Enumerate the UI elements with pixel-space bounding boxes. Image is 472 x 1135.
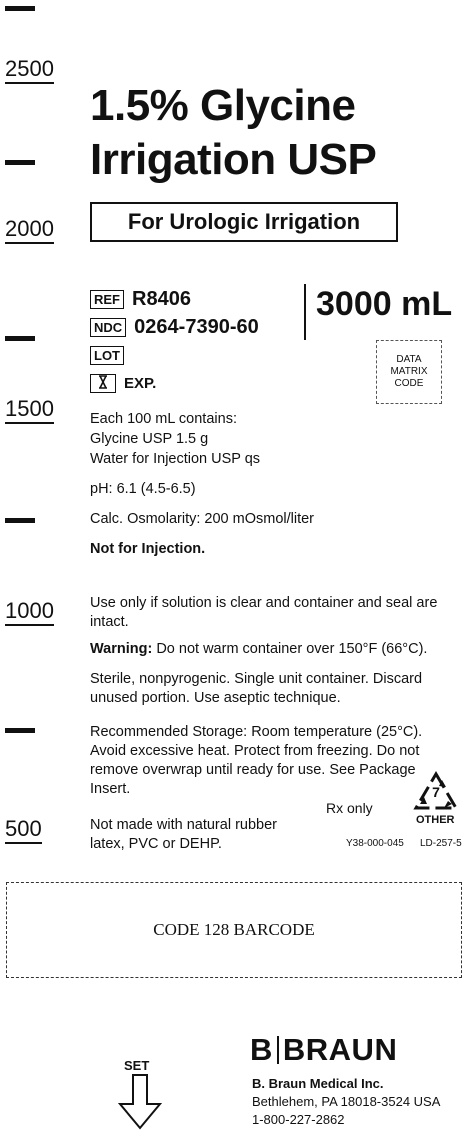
company-name: B. Braun Medical Inc. [252,1076,384,1091]
scale-label-500: 500 [5,818,42,844]
usage-text: For Urologic Irrigation [127,209,361,234]
company-phone: 1-800-227-2862 [252,1112,345,1127]
product-title-line1: 1.5% Glycine [90,81,356,130]
bbraun-logo [250,1032,397,1068]
exp-label: EXP. [124,375,157,392]
ref-value: R8406 [132,288,191,310]
scale-tick [5,728,35,733]
storage-text: Recommended Storage: Room temperature (25°C). Avoid excessive heat. Protect from freezing. Do not remove overwrap until ready for use. See Package Insert. [90,724,423,797]
brand-divider [277,1036,279,1064]
sterile-text: Sterile, nonpyrogenic. Single unit container. Discard unused portion. Use aseptic technique. [90,671,423,706]
company-address: Bethlehem, PA 18018-3524 USA [252,1094,441,1109]
scale-tick [5,6,35,11]
data-matrix-placeholder [376,340,442,404]
osmolarity: Calc. Osmolarity: 200 mOsmol/liter [90,511,314,527]
volume: 3000 mL [304,284,452,340]
warning-text [90,640,470,659]
code-ld: LD-257-5 [420,838,462,849]
usage-box [90,202,398,242]
data-matrix-text: DATA MATRIX CODE [390,354,428,389]
scale-tick [5,336,35,341]
scale-tick [5,160,35,165]
warning-body: Do not warm container over 150°F (66°C). [152,641,428,657]
not-for-injection: Not for Injection. [90,541,206,557]
scale-label-1000: 1000 [5,600,54,626]
ndc-symbol: NDC [90,318,126,337]
barcode-label: CODE 128 BARCODE [153,920,315,939]
exp-row [90,374,156,393]
composition-line1: Each 100 mL contains: [90,411,237,427]
scale-label-2500: 2500 [5,58,54,84]
ndc-row [90,316,259,339]
lot-symbol: LOT [90,346,124,365]
recycle-icon [412,770,460,816]
set-label: SET [124,1058,150,1073]
rx-only: Rx only [326,800,373,816]
scale-label-1500: 1500 [5,398,54,424]
warning-label: Warning: [90,641,153,657]
down-arrow-icon [118,1074,162,1130]
scale-label-2000: 2000 [5,218,54,244]
lot-row [90,346,124,365]
brand-right: BRAUN [282,1032,398,1067]
recycle-number: 7 [432,784,440,800]
brand-left: B [250,1032,273,1067]
ph-value: pH: 6.1 (4.5-6.5) [90,481,196,497]
latex-text: Not made with natural rubber latex, PVC or DEHP. [90,817,277,852]
use-only-text: Use only if solution is clear and container and seal are intact. [90,595,438,630]
barcode-placeholder [6,882,462,978]
recycle-label: OTHER [416,814,455,826]
ref-row [90,288,191,311]
composition-line2: Glycine USP 1.5 g [90,431,209,447]
ndc-value: 0264-7390-60 [134,316,259,338]
scale-tick [5,518,35,523]
hourglass-icon [90,374,116,393]
product-title-line2: Irrigation USP [90,135,377,184]
code-y38: Y38-000-045 [346,838,404,849]
ref-symbol: REF [90,290,124,309]
composition-line3: Water for Injection USP qs [90,451,261,467]
